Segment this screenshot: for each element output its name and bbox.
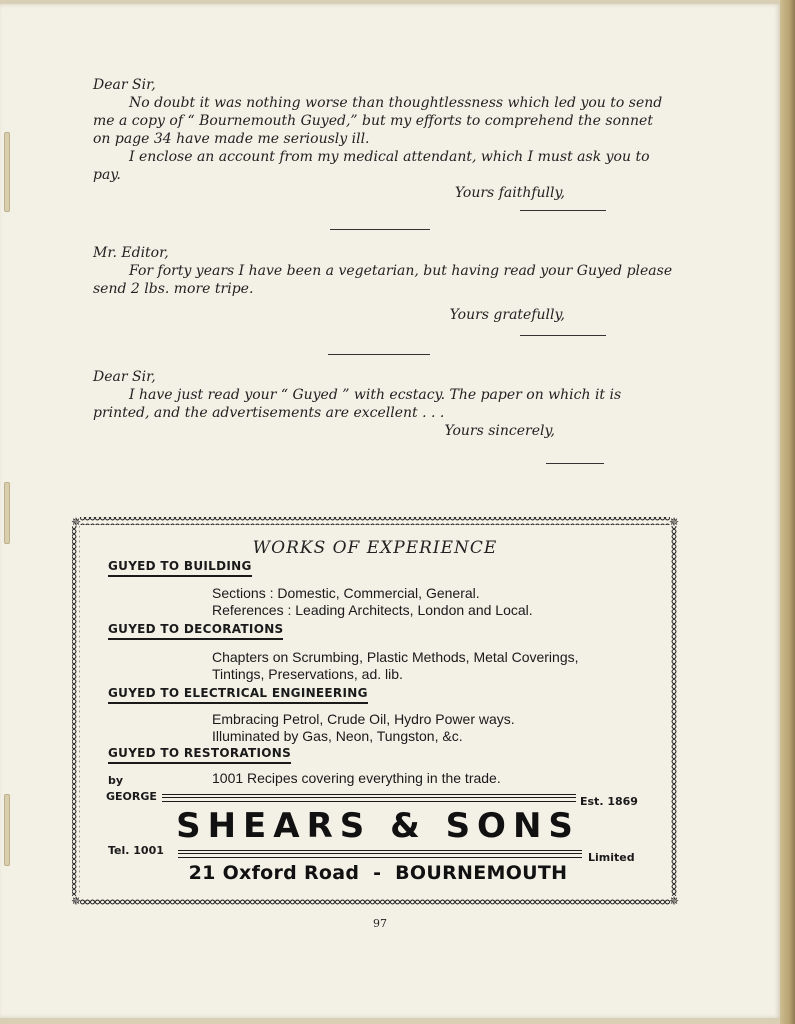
george-label: GEORGE	[106, 790, 157, 803]
letter-2-salutation: Mr. Editor,	[93, 245, 169, 261]
company-name: SHEARS & SONS	[176, 806, 580, 846]
letter-3	[93, 368, 673, 440]
binding-thread	[4, 794, 10, 866]
letter-divider	[328, 354, 430, 355]
letter-1-body-2: I enclose an account from my medical attendant, which I must ask you to pay.	[93, 149, 650, 183]
section-line: Tintings, Preservations, ad. lib.	[212, 666, 403, 682]
letter-1-signoff: Yours faithfully,	[454, 185, 565, 201]
letter-2	[93, 244, 673, 324]
section-line: Embracing Petrol, Crude Oil, Hydro Power ways.	[212, 711, 515, 727]
established-label: Est. 1869	[580, 795, 638, 808]
svg-text:✵: ✵	[668, 894, 680, 908]
binding-thread	[4, 482, 10, 544]
section-line: 1001 Recipes covering everything in the trade.	[212, 770, 501, 786]
page-edge	[780, 0, 795, 1024]
section-body-building	[212, 585, 533, 619]
page-number: 97	[373, 917, 387, 930]
company-address: 21 Oxford Road - BOURNEMOUTH	[188, 862, 568, 884]
advert-title: WORKS OF EXPERIENCE	[252, 538, 498, 558]
letter-3-body: I have just read your “ Guyed ” with ecstacy. The paper on which it is printed, and the advertisements are excellent . . .	[93, 387, 622, 421]
letter-3-salutation: Dear Sir,	[93, 369, 156, 385]
section-heading-building: GUYED TO BUILDING	[108, 559, 252, 577]
binding-thread	[4, 132, 10, 212]
svg-text:✵: ✵	[668, 515, 680, 529]
section-body-restorations	[212, 770, 501, 787]
telephone-label: Tel. 1001	[108, 844, 164, 857]
letter-1	[93, 76, 673, 202]
advertisement	[70, 514, 680, 909]
letter-1-salutation: Dear Sir,	[93, 77, 156, 93]
decorative-rule	[162, 794, 576, 802]
section-heading-decorations: GUYED TO DECORATIONS	[108, 622, 283, 640]
signature-line	[546, 463, 604, 464]
letter-1-body: No doubt it was nothing worse than thoughtlessness which led you to send me a copy of “ Bournemouth Guyed,” but my efforts to comprehend the sonnet on page 34 have made me seriously ill.	[93, 95, 663, 147]
section-line: Sections : Domestic, Commercial, General.	[212, 585, 480, 601]
decorative-rule	[178, 850, 582, 858]
section-heading-restorations: GUYED TO RESTORATIONS	[108, 746, 291, 764]
section-line: Illuminated by Gas, Neon, Tungston, &c.	[212, 728, 463, 744]
limited-label: Limited	[588, 851, 635, 864]
letter-3-signoff: Yours sincerely,	[444, 423, 555, 439]
book-page	[0, 4, 780, 1018]
section-body-decorations	[212, 649, 579, 683]
svg-text:✵: ✵	[70, 515, 82, 529]
by-label: by	[108, 774, 124, 787]
svg-text:✵: ✵	[70, 894, 82, 908]
section-line: References : Leading Architects, London and Local.	[212, 602, 533, 618]
letter-2-body: For forty years I have been a vegetarian, but having read your Guyed please send 2 lbs. more tripe.	[93, 263, 673, 297]
signature-line	[520, 335, 606, 336]
section-heading-electrical: GUYED TO ELECTRICAL ENGINEERING	[108, 686, 368, 704]
section-line: Chapters on Scrumbing, Plastic Methods, Metal Coverings,	[212, 649, 579, 665]
signature-line	[520, 210, 606, 211]
letter-divider	[330, 229, 430, 230]
letter-2-signoff: Yours gratefully,	[449, 307, 565, 323]
section-body-electrical	[212, 711, 515, 745]
